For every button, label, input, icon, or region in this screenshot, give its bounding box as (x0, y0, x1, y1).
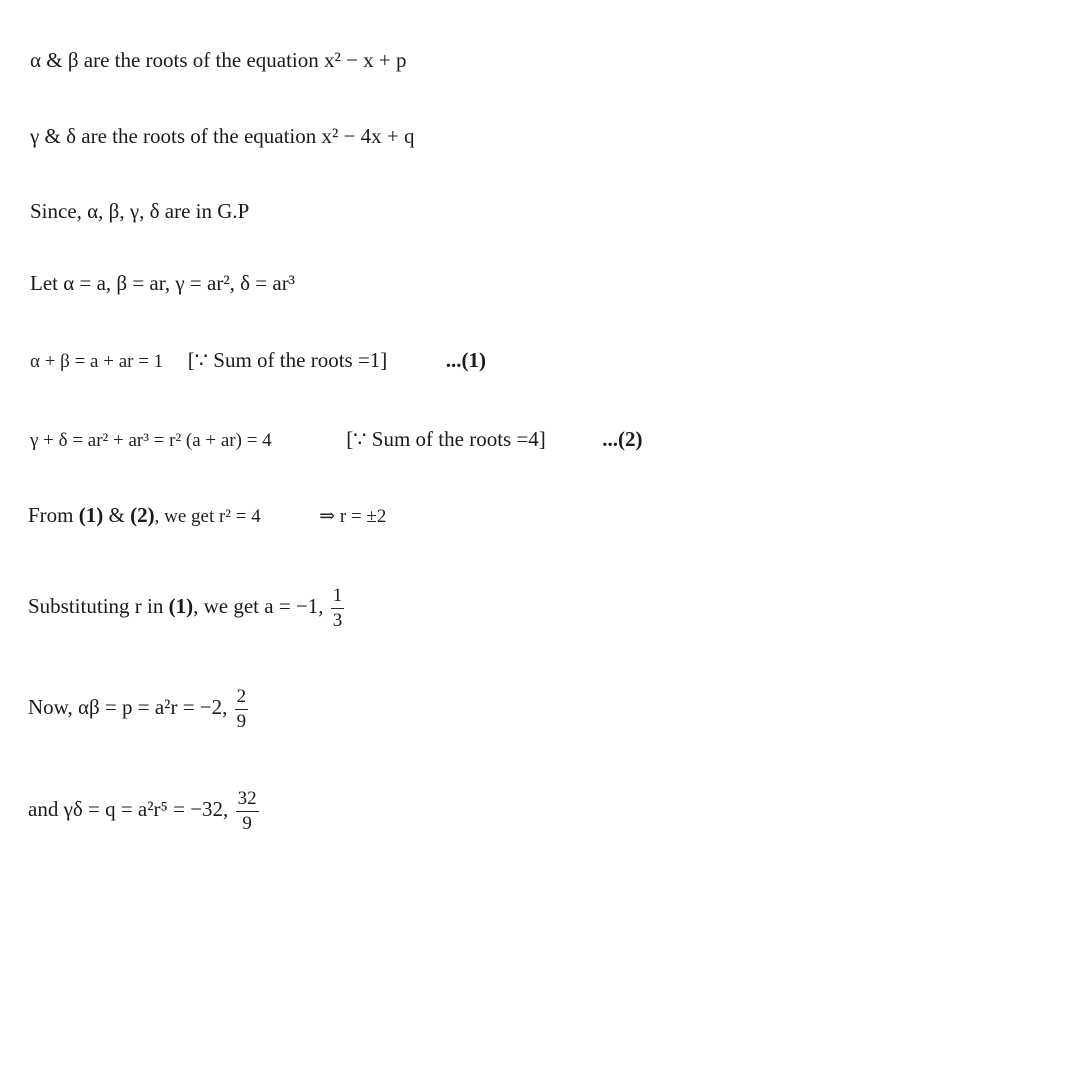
equation-tag: ...(1) (445, 348, 487, 372)
fraction-numerator: 32 (236, 788, 259, 812)
line-alpha-beta-product (28, 679, 248, 735)
equation-ref: (2) (130, 503, 155, 527)
equation-expression: α + β = a + ar = 1 (30, 351, 164, 372)
equation-note: [∵ Sum of the roots =4] (346, 427, 546, 451)
line-substituting-r (28, 578, 344, 634)
fraction-denominator: 9 (242, 812, 252, 834)
line-equation-1 (30, 346, 486, 376)
text-segment: & (103, 503, 131, 527)
line-text: α & β are the roots of the equation x² − x + p (30, 48, 407, 72)
equation-tag: ...(2) (602, 427, 643, 451)
line-text: γ & δ are the roots of the equation x² − 4x + q (30, 124, 415, 148)
equation-ref: (1) (78, 503, 104, 527)
text-segment: From (28, 503, 79, 527)
text-segment: and γδ = q = a²r⁵ = −32, (28, 797, 234, 821)
line-gp-statement (30, 197, 249, 225)
fraction-numerator: 2 (235, 686, 249, 710)
line-roots-gamma-delta (30, 122, 415, 150)
equation-ref: (1) (168, 594, 194, 618)
fraction (235, 686, 249, 733)
line-gamma-delta-product (28, 781, 259, 837)
result-expression: ⇒ r = ±2 (319, 506, 387, 527)
line-text: Since, α, β, γ, δ are in G.P (30, 199, 250, 223)
line-from-1-and-2 (28, 501, 386, 531)
equation-expression: γ + δ = ar² + ar³ = r² (a + ar) = 4 (30, 430, 272, 451)
line-text: Let α = a, β = ar, γ = ar², δ = ar³ (30, 271, 295, 295)
line-roots-alpha-beta (30, 46, 407, 74)
text-segment: , we get r² = 4 (154, 506, 261, 527)
text-segment: Substituting r in (28, 594, 169, 618)
line-equation-2 (30, 425, 643, 455)
fraction (331, 585, 345, 632)
equation-note: [∵ Sum of the roots =1] (187, 348, 388, 372)
fraction (236, 788, 259, 835)
fraction-numerator: 1 (331, 585, 345, 609)
text-segment: Now, αβ = p = a²r = −2, (28, 695, 233, 719)
line-let-terms (30, 269, 295, 297)
fraction-denominator: 9 (236, 710, 247, 732)
fraction-denominator: 3 (332, 609, 343, 631)
text-segment: , we get a = −1, (193, 594, 329, 618)
